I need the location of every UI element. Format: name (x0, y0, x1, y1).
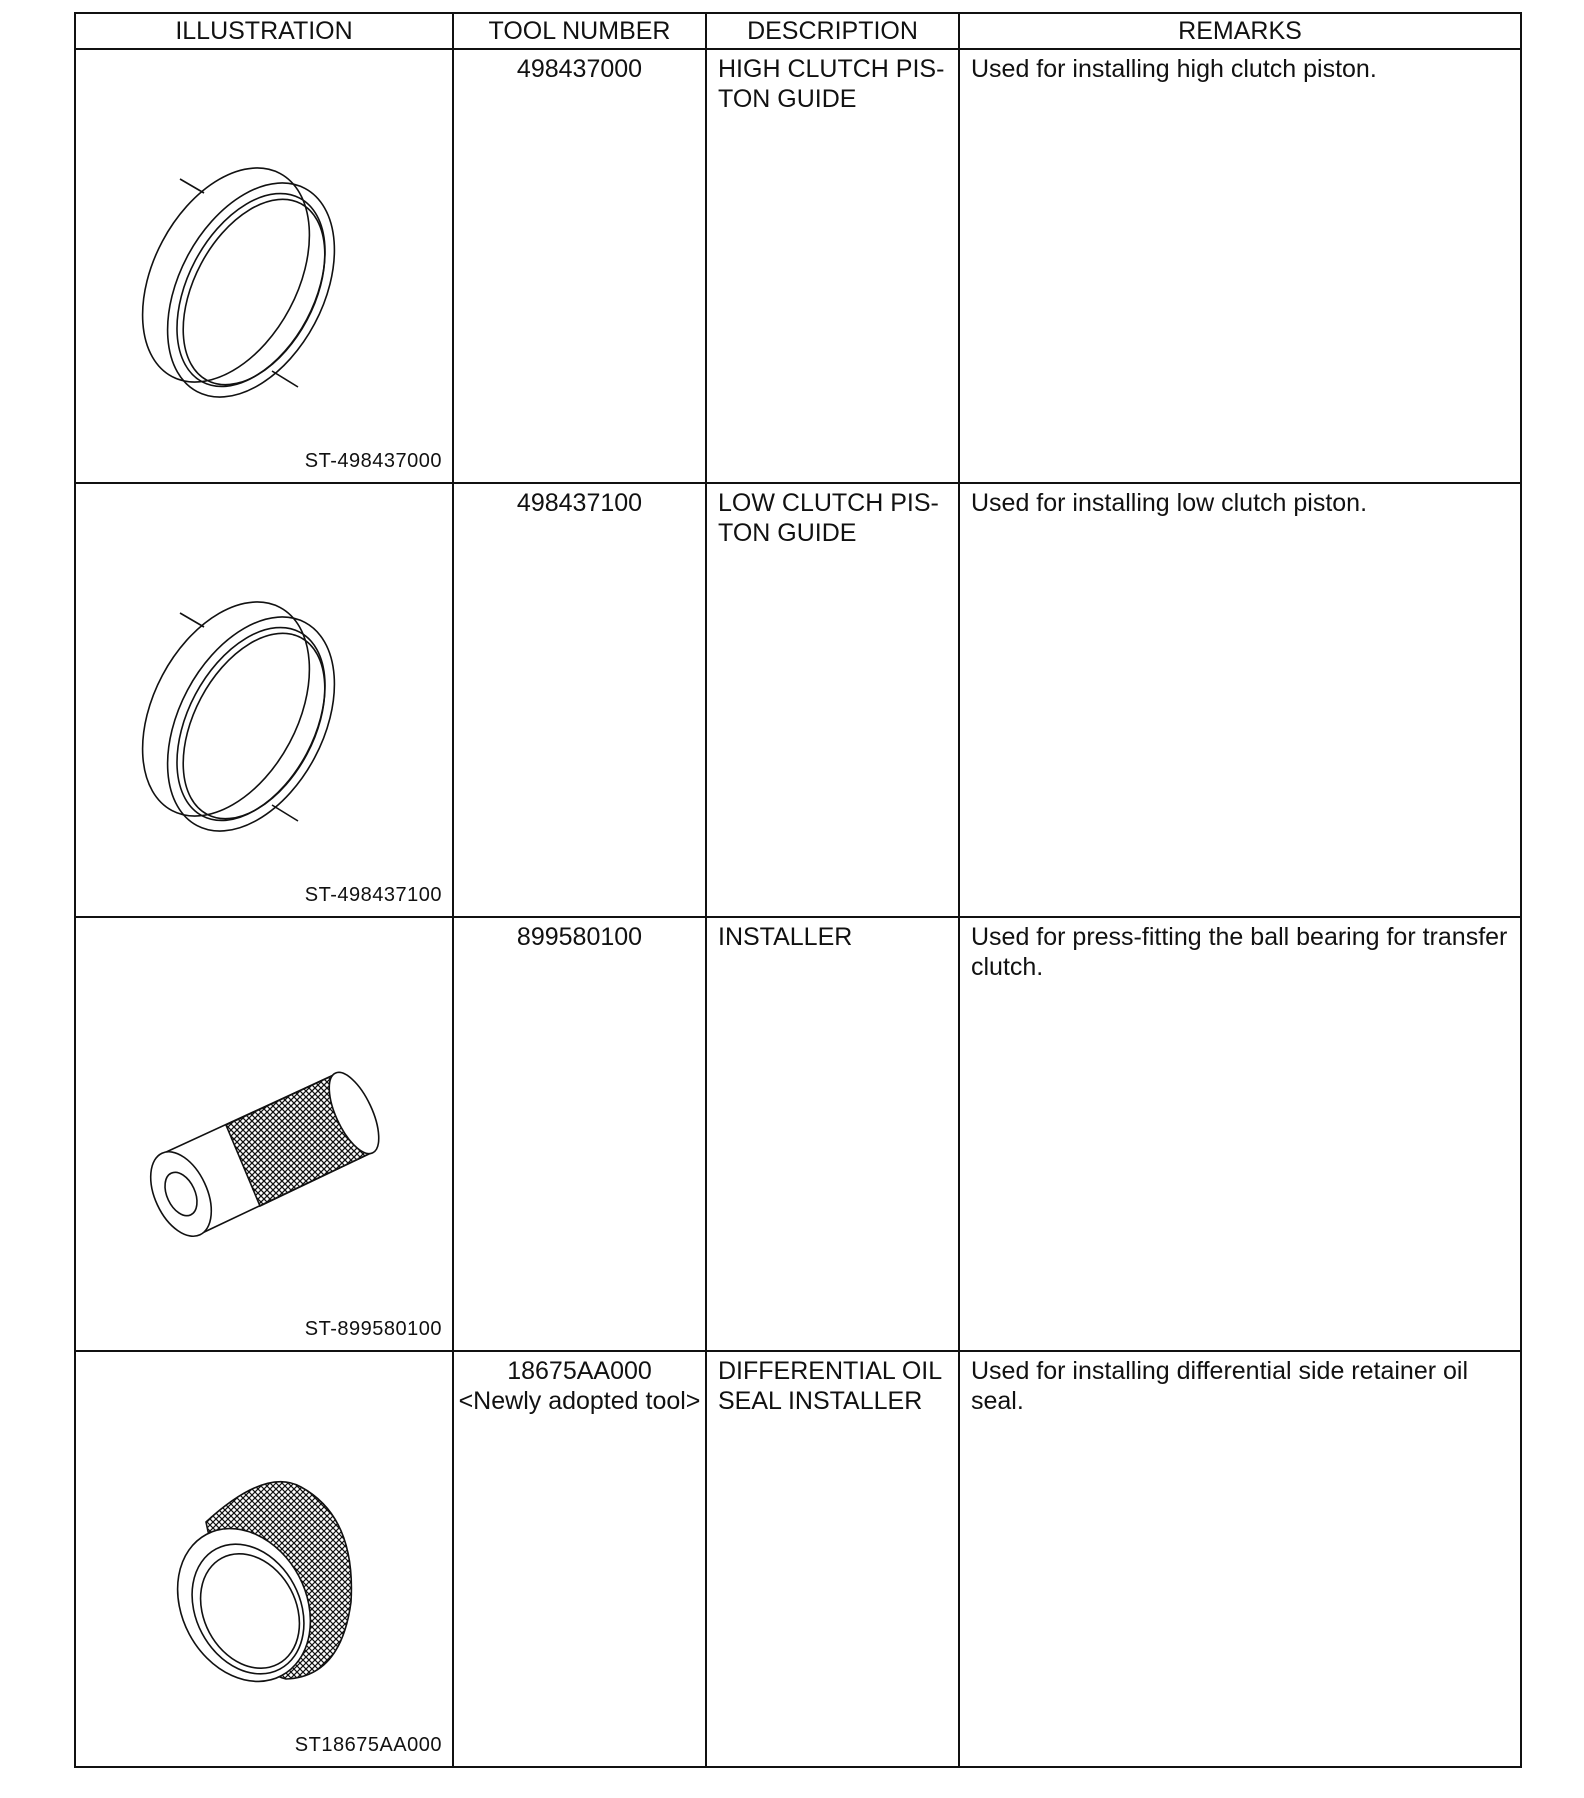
tool-note: <Newly adopted tool> (458, 1387, 701, 1415)
header-illustration: ILLUSTRATION (75, 13, 453, 49)
ring-guide-icon (126, 85, 406, 445)
remarks-cell (959, 483, 1521, 917)
remarks-text: Used for installing high clutch piston. (971, 55, 1377, 83)
description-text: DIFFERENTIAL OIL SEAL INSTALLER (718, 1357, 943, 1415)
special-tools-table (74, 12, 1522, 1768)
illustration-caption: ST-498437100 (304, 884, 442, 906)
description-text: HIGH CLUTCH PIS- TON GUIDE (718, 55, 945, 113)
remarks-cell (959, 49, 1521, 483)
tool-number: 899580100 (516, 923, 643, 951)
illustration-cell (75, 917, 453, 1351)
illustration-cell (75, 1351, 453, 1767)
illustration-cell (75, 483, 453, 917)
ring-guide-icon (126, 519, 406, 879)
illustration-caption: ST18675AA000 (294, 1734, 442, 1756)
description-cell (706, 1351, 959, 1767)
table-row (75, 483, 1521, 917)
table-row (75, 1351, 1521, 1767)
tool-number: 18675AA000 (507, 1357, 652, 1385)
description-text: INSTALLER (718, 923, 853, 951)
remarks-text: Used for installing low clutch piston. (971, 489, 1368, 517)
tool-number-cell (453, 917, 706, 1351)
illustration-caption: ST-899580100 (304, 1318, 442, 1340)
description-cell (706, 483, 959, 917)
tool-number-cell (453, 1351, 706, 1767)
description-cell (706, 49, 959, 483)
remarks-cell (959, 1351, 1521, 1767)
header-remarks: REMARKS (959, 13, 1521, 49)
special-tools-sheet (74, 12, 1520, 1768)
table-row (75, 917, 1521, 1351)
header-description: DESCRIPTION (706, 13, 959, 49)
description-text: LOW CLUTCH PIS- TON GUIDE (718, 489, 939, 547)
remarks-text: Used for installing differential side retainer oil seal. (971, 1357, 1469, 1415)
table-row (75, 49, 1521, 483)
tool-number-cell (453, 483, 706, 917)
header-tool-number: TOOL NUMBER (453, 13, 706, 49)
knurled-cap-icon (126, 1387, 406, 1727)
tool-number: 498437100 (516, 489, 643, 517)
remarks-text: Used for press-fitting the ball bearing for transfer clutch. (971, 923, 1508, 981)
header-row (75, 13, 1521, 49)
remarks-cell (959, 917, 1521, 1351)
illustration-cell (75, 49, 453, 483)
knurled-cylinder-icon (126, 953, 406, 1313)
description-cell (706, 917, 959, 1351)
illustration-caption: ST-498437000 (304, 450, 442, 472)
tool-number: 498437000 (516, 55, 643, 83)
tool-number-cell (453, 49, 706, 483)
